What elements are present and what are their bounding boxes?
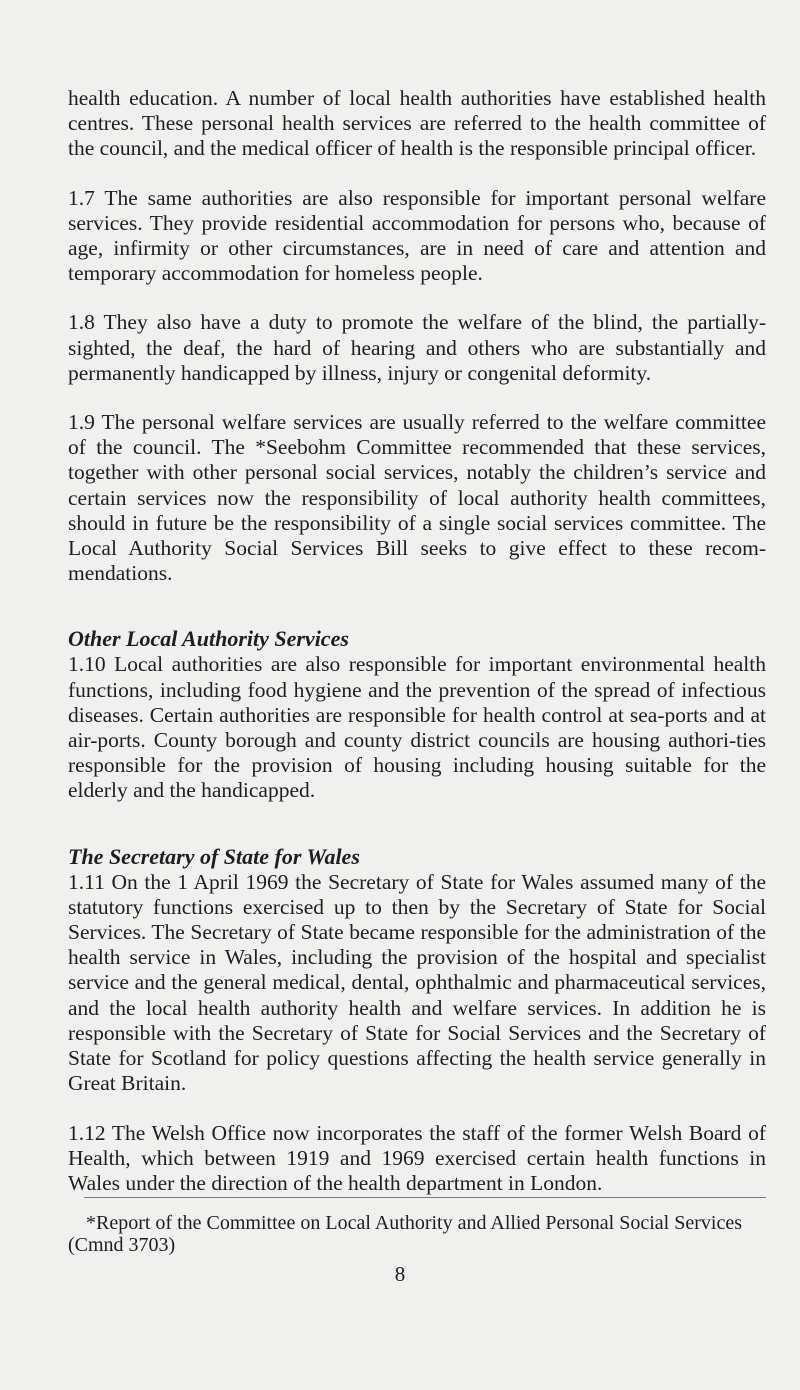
paragraph-1-8: 1.8 They also have a duty to promote the welfare of the blind, the partially-sighted, the deaf, the hard of hearing and others who are substantially and permanently handicapped by illness, injury or congenital deformity. [68,310,766,385]
heading-secretary-of-state-for-wales: The Secretary of State for Wales [68,843,360,869]
footnote-line-2: (Cmnd 3703) [68,1234,176,1256]
page-number: 8 [394,1262,406,1286]
intro-paragraph: health education. A number of local health authorities have established health centres. These personal health services are referred to the health committee of the council, and the medical officer of health is the responsible principal officer. [68,86,766,161]
heading-other-local-authority-services: Other Local Authority Services [68,626,349,652]
footnote [68,1212,766,1256]
paragraph-1-12: 1.12 The Welsh Office now incorporates the staff of the former Welsh Board of Health, which between 1919 and 1969 exercised certain health functions in Wales under the direction of the health department in London. [68,1120,766,1195]
paragraph-1-10: 1.10 Local authorities are also responsible for important environmental health functions, including food hygiene and the prevention of the spread of infectious diseases. Certain authorities are responsible for health control at sea-ports and at air-ports. County borough and county district councils are housing authori-ties responsible for the provision of housing including housing suitable for the elderly and the handicapped. [68,652,766,803]
footnote-line-1: *Report of the Committee on Local Authority and Allied Personal Social Services [86,1212,742,1234]
paragraph-1-9: 1.9 The personal welfare services are usually referred to the welfare committee of the council. The *Seebohm Committee recommended that these services, together with other personal social services, notably the children’s service and certain services now the responsibility of local authority health committees, should in future be the responsibility of a single social services committee. The Local Authority Social Services Bill seeks to give effect to these recom-mendations. [68,410,766,586]
paragraph-1-7: 1.7 The same authorities are also responsible for important personal welfare services. They provide residential accommodation for persons who, because of age, infirmity or other circumstances, are in need of care and attention and temporary accommodation for homeless people. [68,185,766,286]
footnote-divider [84,1197,766,1198]
page-body [68,86,766,1196]
paragraph-1-11: 1.11 On the 1 April 1969 the Secretary of State for Wales assumed many of the statutory functions exercised up to then by the Secretary of State for Social Services. The Secretary of State became responsible for the administration of the health service in Wales, including the provision of the hospital and specialist service and the general medical, dental, ophthalmic and pharmaceutical services, and the local health authority health and welfare services. In addition he is responsible with the Secretary of State for Social Services and the Secretary of State for Scotland for policy questions affecting the health service generally in Great Britain. [68,869,766,1096]
